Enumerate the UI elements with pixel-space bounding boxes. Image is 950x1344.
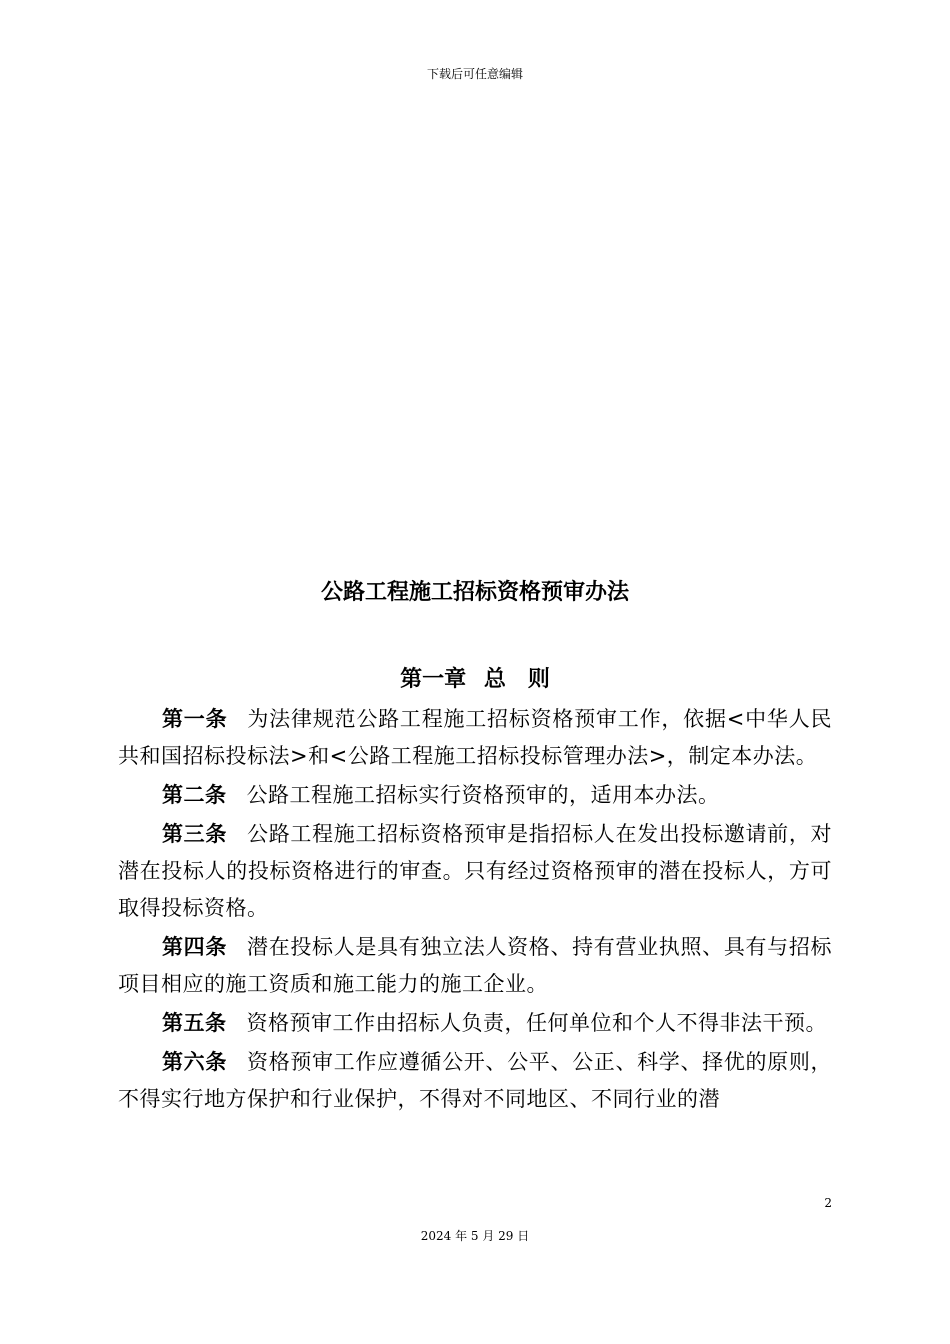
document-title: 公路工程施工招标资格预审办法 [320, 580, 629, 605]
article-1 [118, 701, 832, 775]
article-text: 公路工程施工招标资格预审是指招标人在发出投标邀请前，对潜在投标人的投标资格进行的审查。只有经过资格预审的潜在投标人，方可取得投标资格。 [118, 822, 833, 920]
article-4 [118, 929, 832, 1003]
article-5 [118, 1005, 832, 1042]
article-number: 第三条 [162, 822, 228, 846]
article-text: 资格预审工作应遵循公开、公平、公正、科学、择优的原则，不得实行地方保护和行业保护，不得对不同地区、不同行业的潜 [118, 1050, 833, 1111]
article-2 [118, 777, 832, 814]
page-header: 下载后可任意编辑 [426, 67, 523, 81]
article-text: 资格预审工作由招标人负责，任何单位和个人不得非法干预。 [246, 1011, 827, 1035]
article-text: 公路工程施工招标实行资格预审的，适用本办法。 [246, 783, 720, 807]
article-3 [118, 816, 832, 927]
article-number: 第六条 [162, 1050, 228, 1074]
page-footer-date: 2024 年 5 月 29 日 [420, 1229, 530, 1243]
article-text: 潜在投标人是具有独立法人资格、持有营业执照、具有与招标项目相应的施工资质和施工能力的施工企业。 [118, 935, 833, 996]
document-body [118, 701, 832, 1120]
article-number: 第二条 [162, 783, 227, 807]
article-text: 为法律规范公路工程施工招标资格预审工作，依据<中华人民共和国招标投标法>和<公路工程施工招标投标管理办法>，制定本办法。 [118, 707, 833, 768]
chapter-title: 第一章 总 则 [400, 667, 550, 692]
article-6 [118, 1044, 832, 1118]
article-number: 第五条 [162, 1011, 227, 1035]
article-number: 第一条 [162, 707, 228, 731]
page-number: 2 [824, 1196, 832, 1210]
article-number: 第四条 [162, 935, 228, 959]
